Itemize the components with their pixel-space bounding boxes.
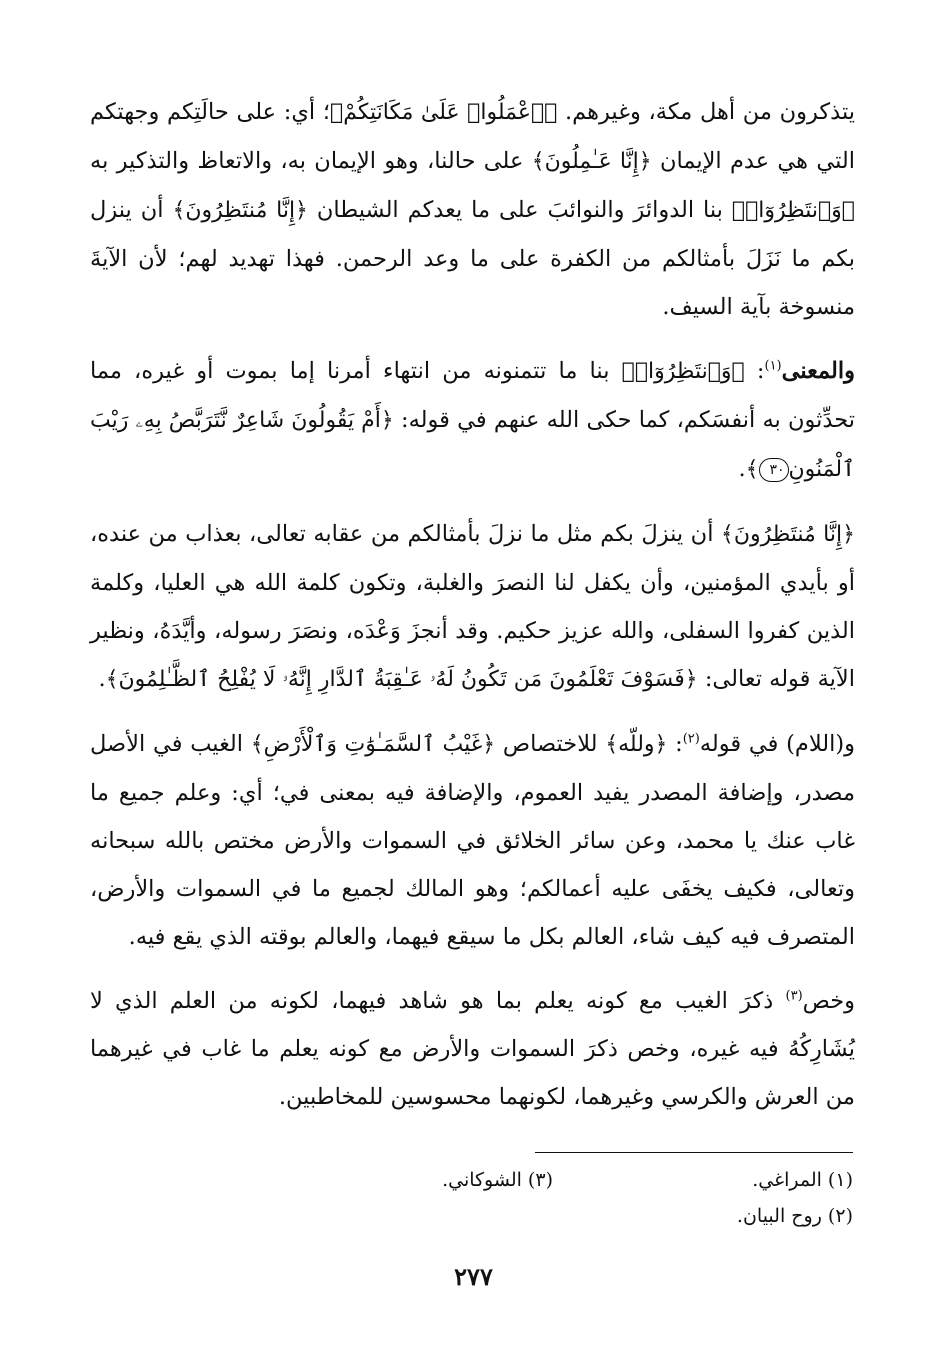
footnote-marker: (٢) bbox=[682, 731, 700, 747]
bold-term: والمعنى bbox=[781, 358, 856, 384]
text-run: ذكرَ الغيب مع كونه يعلم بما هو شاهد فيهما، لكونه من العلم الذي لا يُشَارِكُهُ فيه غيره، وخص ذكرَ السموات والأرض مع كونه يعلم ما غاب في غيرهما من العرش والكرسي وغيرهما، لكونهما محسوسين للمخاطبين. bbox=[90, 988, 855, 1110]
text-run: أن ينزلَ بكم مثل ما نزلَ بأمثالكم من عقابه تعالى، بعذاب من عنده، أو بأيدي المؤمنين، وأن يكفل لنا النصرَ والغلبة، وتكون كلمة الله هي العليا، وكلمة الذين كفروا السفلى، والله عزيز حكيم. وقد أنجزَ وَعْدَه، ونصَرَ رسوله، وأيَّدَهُ، ونظير الآية قوله تعالى: bbox=[90, 521, 855, 692]
quran-quote: ﴿إِنَّا عَـٰمِلُونَ﴾ bbox=[531, 149, 652, 174]
paragraph bbox=[90, 510, 855, 704]
quran-quote: ﴿وللّه﴾ bbox=[605, 732, 668, 757]
ayah-number: ٣٠ bbox=[759, 458, 789, 482]
paragraph bbox=[90, 88, 855, 331]
paragraph bbox=[90, 347, 855, 494]
paragraph bbox=[90, 977, 855, 1121]
quran-quote: ﴿أَمْ يَقُولُونَ شَاعِرٌ نَّتَرَبَّصُ بِهِۦ رَيْبَ ٱلْمَنُونِ bbox=[90, 408, 855, 482]
text-run: للاختصاص bbox=[495, 731, 606, 757]
page-number: ٢٧٧ bbox=[454, 1262, 493, 1291]
quran-quote: ﴿غَيْبُ ٱلسَّمَـٰوَٰتِ وَٱلْأَرْضِ﴾ bbox=[250, 732, 496, 757]
text-run: وخص bbox=[802, 988, 855, 1014]
main-text bbox=[90, 88, 855, 1137]
quran-quote: ﴿وَٱنتَظِرُوٓا۟﴾ bbox=[731, 198, 855, 223]
footnote-divider bbox=[535, 1152, 853, 1153]
text-run: : bbox=[744, 358, 765, 384]
text-run: : bbox=[667, 731, 683, 757]
text-run: بنا ما تتمنونه من انتهاء أمرنا إما بموت أو غيره، مما تحدِّثون به أنفسَكم، كما حكى الله عنهم في قوله: bbox=[90, 358, 855, 433]
text-run: . bbox=[98, 666, 106, 692]
text-run: ؛ أي: على حالَتِكم وجهتكم التي هي عدم الإيمان bbox=[90, 99, 855, 174]
footnote-3: (٣) الشوكاني. bbox=[442, 1169, 553, 1191]
footnote-marker: (٣) bbox=[785, 988, 803, 1004]
quran-quote: ﴿فَسَوْفَ تَعْلَمُونَ مَن تَكُونُ لَهُۥ عَـٰقِبَةُ ٱلدَّارِ إِنَّهُۥ لَا يُفْلِحُ ٱلظَّـٰلِمُونَ﴾ bbox=[105, 667, 698, 692]
text-run: بنا الدوائرَ والنوائبَ على ما يعدكم الشيطان bbox=[307, 197, 732, 223]
quran-quote: ﴿ٱعْمَلُوا۟ عَلَىٰ مَكَانَتِكُمْ﴾ bbox=[330, 100, 558, 125]
footnote-1: (١) المراغي. bbox=[752, 1169, 853, 1191]
text-run: على حالنا، وهو الإيمان به، والاتعاظ والتذكير به bbox=[90, 148, 532, 174]
quran-quote: ﴿إِنَّا مُنتَظِرُونَ﴾ bbox=[720, 522, 855, 547]
text-run: . bbox=[738, 456, 746, 482]
text-run: أن ينزل بكم ما نَزَلَ بأمثالكم من الكفرة على ما وعد الرحمن. فهذا تهديد لهم؛ لأن الآيةَ منسوخة بآية السيف. bbox=[90, 197, 855, 320]
quran-quote: ﴿وَٱنتَظِرُوٓا۟﴾ bbox=[621, 359, 745, 384]
text-run: الغيب في الأصل مصدر، وإضافة المصدر يفيد العموم، والإضافة فيه بمعنى في؛ أي: وعلم جميع ما غاب عنك يا محمد، وعن سائر الخلائق في السموات والأرض مختص بالله سبحانه وتعالى، فكيف يخفَى عليه أعمالكم؛ وهو المالك لجميع ما في السموات والأرض، المتصرف فيه كيف شاء، العالم بكل ما سيقع فيهما، والعالم بوقته الذي يقع فيه. bbox=[90, 731, 855, 950]
footnote-marker: (١) bbox=[764, 358, 782, 374]
text-run: يتذكرون من أهل مكة، وغيرهم. bbox=[557, 99, 855, 125]
paragraph bbox=[90, 720, 855, 961]
quran-quote: ﴾ bbox=[745, 457, 759, 482]
text-run: و(اللام) في قوله bbox=[699, 731, 856, 757]
footnote-2: (٢) روح البيان. bbox=[736, 1205, 853, 1227]
footnotes bbox=[253, 1162, 853, 1234]
quran-quote: ﴿إِنَّا مُنتَظِرُونَ﴾ bbox=[172, 198, 308, 223]
